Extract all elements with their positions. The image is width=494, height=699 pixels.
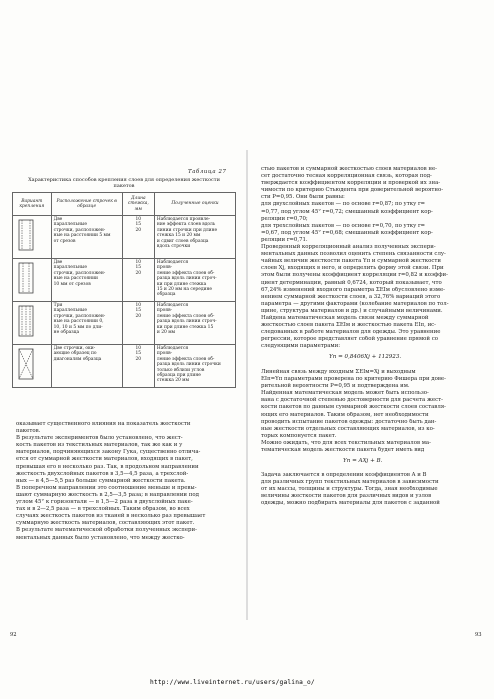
text-line: материалов, подчиняющихся закону Гука, существенно отлича- (16, 449, 201, 456)
stitch-placement-cell-line: Две (53, 217, 63, 222)
page-number-right: 93 (475, 632, 482, 638)
stitch-placement-cell (51, 216, 122, 259)
text-line: кость пакетов из текстильных материалов, так же как и у (16, 442, 183, 449)
stitch-placement-cell-line: 10, 10 и 5 мм по дли- (53, 324, 103, 330)
right-body-text-3 (261, 472, 477, 507)
text-line: тематическая модель жесткости пакета будет иметь вид (261, 447, 425, 454)
stitch-placement-cell-line: Три (53, 303, 63, 308)
stitch-placement-cell-line: 10 мм от срезов (53, 281, 91, 287)
stitch-placement-cell (51, 345, 122, 388)
text-line: стью пакетов и суммарной жесткостью слоев материалов не- (261, 166, 437, 172)
text-line: =0,67, под углом 45° r=0,68; смешанный коэффициент кор- (261, 229, 433, 236)
result-cell-line: только вблизи углов (156, 367, 205, 373)
text-line: следующими параметрами: (261, 343, 341, 350)
stitch-length-cell-line: 15 (135, 308, 142, 314)
result-cell-line: разца вдоль линии строч- (156, 319, 217, 325)
table-row (13, 302, 236, 345)
text-line: тверждается коэффициентом корреляции и проверкой их зна- (261, 180, 441, 187)
table-number: Таблица 27 (188, 169, 227, 175)
stitch-length-cell-line: 20 (135, 356, 142, 362)
fastening-table (12, 192, 236, 388)
result-cell-line: ление эффекта слоев об- (156, 270, 215, 276)
result-cell-line: Наблюдается (156, 346, 189, 351)
text-line: следованных в работе материалов для одежды. Это уравнение (261, 329, 441, 336)
result-cell-line: ки при длине стежка 15 (156, 324, 214, 330)
result-cell-line: ние эффекта слоев вдоль (156, 222, 216, 228)
text-line: суммарную жесткость материалов, составляющих этот пакет. (16, 520, 195, 527)
text-line: для различных групп текстильных материалов в зависимости (261, 479, 439, 486)
stitch-length-cell-line: 10 (135, 303, 142, 308)
text-line: ющих его материалов. Таким образом, нет необходимости (261, 411, 429, 418)
text-line: жесткостью слоев пакета ΣEIм и жесткостью пакета EIп, ис- (261, 322, 437, 329)
stitch-length-cell-line: 15 (135, 222, 142, 228)
text-line: реляции r=0,71. (261, 236, 308, 243)
text-line: этом были получены коэффициент корреляции r=0,82 и коэффи- (261, 272, 448, 279)
footer-url: http://www.liveinternet.ru/users/galina_o/ (150, 679, 315, 686)
text-line: шают суммарную жесткость в 2,5—3,5 раза; в направлении под (16, 491, 199, 498)
text-line: Найденная математическая модель может быть использо- (261, 390, 429, 397)
stitch-placement-cell-line: от срезов (53, 238, 76, 244)
result-cell-line: Наблюдается (156, 260, 189, 265)
text-line: ментальных данных позволил оценить степень связанности слу- (261, 251, 446, 258)
text-line: жесткость двухслойных пакетов в 3,5—4,5 раза, а трехслой- (16, 470, 189, 477)
text-line: Задача заключается в определении коэффициентов A и B (261, 472, 427, 478)
stitch-placement-cell-line: не образца (53, 330, 80, 336)
stitch-length-cell-line: 20 (135, 227, 142, 233)
text-line: реляции r=0,70; (261, 215, 308, 222)
result-cell (154, 345, 235, 388)
text-line: ется от суммарной жесткости материалов, входящих в пакет, (16, 456, 193, 463)
text-line: параметра — другими факторами (колебание материалов по тол- (261, 300, 449, 307)
text-line: тах и в 2—2,5 раза — в трехслойных. Таким образом, во всех (16, 506, 190, 513)
table-row (13, 216, 236, 259)
stitch-placement-cell-line: строчки, расположен- (53, 270, 106, 276)
result-cell-line: и 20 мм (156, 330, 176, 336)
stitch-placement-cell-line: Две строчки, оки- (53, 346, 96, 351)
result-cell-line: линии строчки при длине (156, 227, 218, 233)
stitch-placement-cell-line: ные на расстоянии 0, (53, 319, 104, 325)
result-cell-line: и сдвиг слоев образца (156, 238, 209, 244)
header-stitch-length: Длина стежка, мм (122, 193, 154, 216)
result-cell (154, 216, 235, 259)
stitch-length-cell-line: 15 (135, 351, 142, 357)
text-line: Найдена математическая модель связи между суммарной (261, 314, 429, 321)
header-variant: Вариант крепления (13, 193, 52, 216)
text-line: одежды, можно подбирать материалы для пакетов с заданной (261, 500, 440, 507)
right-body-text-2 (261, 369, 477, 454)
table-row (13, 345, 236, 388)
stitch-length-cell-line: 15 (135, 265, 142, 271)
table-caption-line: Характеристика способов крепления слоев для определения жесткости (28, 177, 220, 183)
two-inner-stitches-diagram-icon (13, 259, 52, 302)
text-line: нением суммарной жесткости слоев, а 32,76% вариаций этого (261, 293, 441, 300)
text-line: 67,24% изменений входного параметра ΣEIм обусловлено изме- (261, 286, 446, 293)
stitch-placement-cell-line: строчки, расположен- (53, 313, 106, 319)
result-cell (154, 259, 235, 302)
table-caption-line: пакетов (113, 183, 135, 190)
regression-formula: Yп = 0,8406Xj + 112923. (329, 354, 402, 360)
text-line: В поперечном направлении это соотношение меньше и превы- (16, 484, 197, 491)
left-body-text (16, 421, 230, 542)
stitch-length-cell-line: 20 (135, 313, 142, 319)
result-cell-line: ки при длине стежка (156, 281, 207, 287)
text-line: циент детерминации, равный 0,6724, который показывает, что (261, 279, 442, 286)
three-stitches-diagram-icon (13, 302, 52, 345)
header-placement: Расположение строчек в образце (51, 193, 122, 216)
text-line: В результате математической обработки полученных экспери- (16, 527, 197, 534)
table-row (13, 259, 236, 302)
stitch-placement-cell-line: ные на расстоянии (53, 276, 98, 282)
text-line: регрессии, которое представляет собой уравнение прямой со (261, 336, 438, 343)
result-cell-line: образца (156, 292, 176, 298)
header-results: Полученные оценки (154, 193, 235, 216)
right-body-text-1 (261, 166, 477, 350)
text-line: пакетов. (16, 428, 41, 435)
text-line: Можно ожидать, что для всех текстильных материалов ма- (261, 439, 431, 446)
result-cell-line: разца вдоль линии строчки (156, 362, 221, 368)
stitch-placement-cell-line: Две (53, 260, 63, 265)
text-line: случаях жесткость пакетов из тканей в несколько раз превышает (16, 513, 206, 520)
stitch-placement-cell-line: параллельные (53, 222, 87, 228)
stitch-length-cell (122, 302, 154, 345)
result-cell-line: прояв- (156, 265, 173, 271)
text-line: Проведенный корреляционный анализ полученных экспери- (261, 244, 436, 251)
stitch-placement-cell-line: ные на расстоянии 5 мм (53, 233, 111, 239)
text-line: углом 45° к горизонтали — в 1,5—2 раза в двухслойных паке- (16, 499, 193, 506)
text-line: слоев Xj, входящих в него, и определить форму этой связи. При (261, 265, 444, 272)
table-header-row (13, 193, 236, 216)
result-cell-line: разца вдоль линии строч- (156, 276, 217, 282)
result-cell-line: стежка 20 мм (156, 378, 190, 384)
text-line: торых компонуется пакет. (261, 432, 337, 439)
result-cell-line: ление эффекта слоев об- (156, 313, 215, 319)
stitch-length-cell (122, 259, 154, 302)
text-line: для трехслойных пакетов — по основе r=0,70, по утку r= (261, 222, 426, 229)
stitch-length-cell-line: 10 (135, 346, 142, 351)
text-line: рительной вероятности P=0,95 и подтверждена им. (261, 383, 410, 390)
result-cell-line: прояв- (156, 351, 173, 357)
stitch-length-cell-line: 10 (135, 260, 142, 265)
text-line: EIп=Yп параметрами проверена по критерию Фишера при дове- (261, 376, 446, 383)
result-cell-line: вдоль строчки (156, 244, 191, 250)
stitch-length-cell-line: 10 (135, 217, 142, 222)
result-cell-line: Наблюдается проявле- (156, 217, 211, 222)
text-line: чимости по критерию Стьюдента при доверительной вероятно- (261, 187, 444, 194)
text-line: от их массы, толщины и структуры. Тогда, зная необходимые (261, 486, 438, 493)
stitch-length-cell (122, 216, 154, 259)
result-cell (154, 302, 235, 345)
result-cell-line: образца при длине (156, 373, 201, 379)
stitch-placement-cell-line: диагоналям образца (53, 356, 102, 362)
page-number-left: 92 (10, 632, 17, 638)
diagonal-stitches-diagram-icon (13, 345, 52, 388)
text-line: Линейная связь между входным ΣEIм=Xj и выходным (261, 369, 416, 375)
text-line: чайных величин жесткости пакета Yп и суммарной жесткости (261, 258, 441, 265)
text-line: ментальных данных было установлено, что между жестко- (16, 534, 185, 541)
result-cell-line: 15 и 20 мм на середине (156, 287, 212, 293)
text-line: щине, структура материалов и др.) и случайными величинами. (261, 307, 443, 314)
text-line: ных — в 4,5—5,5 раз больше суммарной жесткости пакета. (16, 477, 186, 484)
result-cell-line: Наблюдается (156, 303, 189, 308)
general-model-formula: Yп = AXj + B. (343, 458, 383, 464)
table-caption (16, 177, 232, 189)
text-line: вана с достаточной степенью достоверности для расчета жест- (261, 397, 443, 404)
text-line: превышая его в несколько раз. Так, в продольном направлении (16, 463, 199, 470)
text-line: сет достаточно тесная корреляционная связь, которая под- (261, 173, 432, 180)
stitch-placement-cell-line: строчки, расположен- (53, 227, 106, 233)
text-line: оказывает существенного влияния на показатель жесткости (16, 421, 191, 427)
stitch-placement-cell-line: ающие образец по (53, 351, 97, 357)
text-line: сти P=0,95. Они были равны: (261, 194, 345, 201)
stitch-placement-cell-line: параллельные (53, 308, 87, 314)
text-line: ные жесткости отдельных составляющих материалов, из ко- (261, 425, 435, 432)
text-line: проводить испытание пакетов одежды: достаточно быть дан- (261, 418, 437, 425)
text-line: для двухслойных пакетов — по основе r=0,87; по утку r= (261, 201, 426, 208)
text-line: кости пакетов по данным суммарной жесткости слоев составля- (261, 404, 446, 411)
stitch-placement-cell (51, 259, 122, 302)
text-line: величины жесткости пакетов для различных видов и узлов (261, 493, 432, 500)
two-edge-stitches-diagram-icon (13, 216, 52, 259)
stitch-length-cell-line: 20 (135, 270, 142, 276)
stitch-placement-cell-line: параллельные (53, 265, 87, 271)
right-page (247, 0, 494, 699)
stitch-placement-cell (51, 302, 122, 345)
result-cell-line: стежка 15 и 20 мм (156, 233, 201, 239)
text-line: В результате экспериментов было установлено, что жест- (16, 435, 183, 442)
result-cell-line: прояв- (156, 308, 173, 314)
result-cell-line: ление эффекта слоев об- (156, 356, 215, 362)
text-line: =0,77, под углом 45° r=0,72; смешанный коэффициент кор- (261, 208, 433, 215)
stitch-length-cell (122, 345, 154, 388)
